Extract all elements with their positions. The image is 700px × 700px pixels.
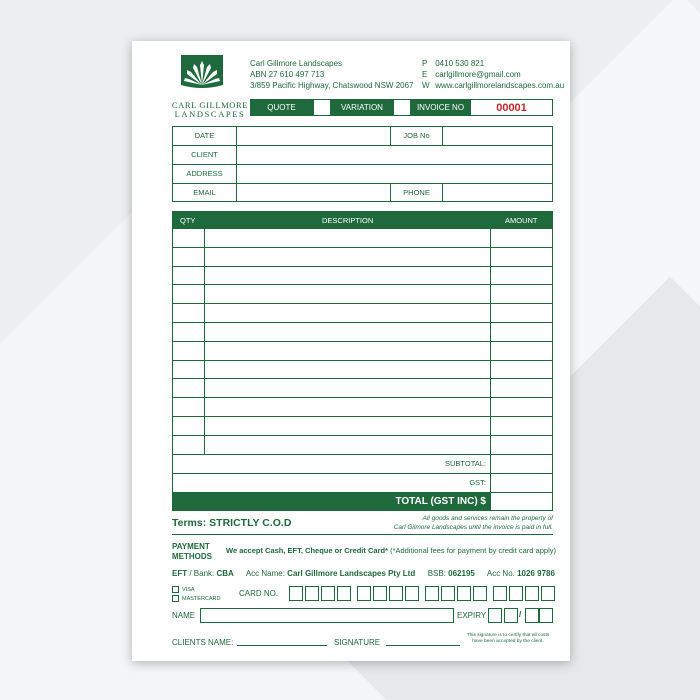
address-field[interactable]: [237, 165, 551, 182]
date-label: DATE: [194, 131, 215, 140]
table-row[interactable]: [173, 342, 552, 361]
visa-checkbox-icon: [172, 586, 179, 593]
card-digit-box[interactable]: [457, 586, 471, 601]
table-row[interactable]: [173, 398, 552, 417]
quote-checkbox[interactable]: [313, 99, 331, 116]
acc-name-label: Acc Name:: [245, 569, 288, 578]
card-digit-box[interactable]: [321, 586, 335, 601]
card-digit-box[interactable]: [389, 586, 403, 601]
email-address: carlgillmore@gmail.com: [435, 70, 521, 79]
mastercard-checkbox-icon: [172, 595, 179, 602]
card-digit-box[interactable]: [373, 586, 387, 601]
company-name: Carl Gillmore Landscapes: [250, 59, 343, 68]
expiry-year-1[interactable]: [525, 608, 539, 623]
card-no-label: CARD NO.: [239, 589, 279, 598]
card-digit-box[interactable]: [541, 586, 555, 601]
payment-accept-text: [226, 546, 556, 555]
acc-name: Carl Gillmore Landscapes Pty Ltd: [287, 569, 416, 578]
card-digit-box[interactable]: [405, 586, 419, 601]
subtotal-field[interactable]: [491, 456, 552, 473]
visa-label: VISA: [182, 586, 195, 593]
website: www.carlgillmorelandscapes.com.au: [435, 81, 565, 90]
expiry-month-2[interactable]: [504, 608, 518, 623]
expiry-year-2[interactable]: [539, 608, 553, 623]
divider: [172, 534, 553, 535]
gst-field[interactable]: [491, 474, 552, 491]
mastercard-label: MASTERCARD: [182, 595, 221, 602]
card-digit-box[interactable]: [493, 586, 507, 601]
gst-label: GST:: [469, 478, 486, 487]
email-key: E: [422, 70, 428, 79]
eft-label: EFT: [172, 569, 188, 578]
table-row[interactable]: [173, 361, 552, 380]
table-row[interactable]: [173, 323, 552, 342]
table-row[interactable]: [173, 436, 552, 455]
expiry-month-1[interactable]: [488, 608, 502, 623]
terms-label: Terms: STRICTLY C.O.D: [172, 517, 292, 529]
expiry-separator: /: [519, 610, 522, 619]
table-row[interactable]: [173, 285, 552, 304]
items-table-body: [172, 229, 553, 455]
fine-print-line1: This signature is to certify that all costs: [466, 633, 550, 638]
invoice-label: INVOICE NO: [411, 99, 470, 116]
contact-details: [422, 58, 564, 91]
name-label: NAME: [172, 611, 196, 620]
phone-label: PHONE: [403, 188, 430, 197]
phone-number: 0410 530 821: [435, 59, 485, 68]
terms-note-line2: Carl Gilmore Landscapes until the invoice is paid in full.: [393, 523, 553, 531]
card-digit-box[interactable]: [441, 586, 455, 601]
date-field[interactable]: [237, 128, 389, 144]
card-digit-box[interactable]: [337, 586, 351, 601]
clients-name-line[interactable]: [237, 645, 327, 646]
acc-number: 1026 9786: [517, 569, 555, 578]
card-digit-box[interactable]: [525, 586, 539, 601]
signature-label: SIGNATURE: [334, 638, 381, 647]
card-digit-box[interactable]: [509, 586, 523, 601]
payment-title-line1: PAYMENT: [172, 542, 210, 551]
variation-label: VARIATION: [331, 99, 393, 116]
address-label: ADDRESS: [186, 169, 223, 178]
card-digit-box[interactable]: [305, 586, 319, 601]
company-details: [250, 58, 414, 91]
bank-details: [172, 569, 555, 578]
qty-header: QTY: [180, 216, 196, 225]
logo-wordmark: CARL GILLMORE: [171, 100, 249, 110]
signature-line[interactable]: [386, 645, 460, 646]
job-no-field[interactable]: [443, 128, 551, 144]
column-divider: [204, 229, 205, 455]
bank-name: CBA: [216, 569, 234, 578]
phone-field[interactable]: [443, 184, 551, 200]
bsb-number: 062195: [448, 569, 475, 578]
company-abn: ABN 27 610 497 713: [250, 70, 325, 79]
payment-methods-title: [172, 542, 212, 562]
bank-label: / Bank:: [187, 569, 217, 578]
items-table-header: [172, 211, 553, 229]
fine-print-line2: have been accepted by the client.: [472, 639, 544, 644]
email-field[interactable]: [237, 184, 389, 200]
expiry-label: EXPIRY: [457, 611, 487, 620]
subtotal-label: SUBTOTAL:: [445, 459, 486, 468]
job-no-label: JOB No: [403, 131, 430, 140]
phone-key: P: [422, 59, 428, 68]
visa-option[interactable]: [172, 586, 195, 593]
email-label: EMAIL: [193, 188, 216, 197]
card-digit-box[interactable]: [425, 586, 439, 601]
web-key: W: [422, 81, 430, 90]
client-field[interactable]: [237, 146, 551, 163]
name-field[interactable]: [200, 608, 454, 623]
table-row[interactable]: [173, 248, 552, 267]
client-label: CLIENT: [191, 150, 218, 159]
table-row[interactable]: [173, 229, 552, 248]
logo-wordmark-sub: LANDSCAPES: [174, 109, 246, 119]
leaf-logo-icon: [181, 55, 223, 97]
company-address: 3/859 Pacific Highway, Chatswood NSW 2067: [250, 81, 414, 90]
amount-header: AMOUNT: [505, 216, 538, 225]
card-digit-box[interactable]: [357, 586, 371, 601]
table-row[interactable]: [173, 304, 552, 323]
terms-note: [367, 515, 553, 532]
acc-no-label: Acc No.: [486, 569, 518, 578]
clients-name-label: CLIENTS NAME:: [172, 638, 234, 647]
payment-title-line2: METHODS: [172, 552, 212, 561]
accepted-methods: We accept Cash, EFT, Cheque or Credit Card*: [226, 546, 388, 555]
table-row[interactable]: [173, 417, 552, 436]
bsb-label: BSB:: [427, 569, 449, 578]
total-label: TOTAL (GST INC) $: [172, 492, 490, 511]
invoice-sheet: [132, 41, 570, 661]
mastercard-option[interactable]: [172, 595, 221, 602]
table-row[interactable]: [173, 379, 552, 398]
card-fee-note: (*Additional fees for payment by credit card apply): [387, 546, 556, 555]
signature-fine-print: [462, 633, 554, 645]
quote-label: QUOTE: [250, 99, 313, 116]
client-info-grid: [172, 126, 553, 202]
invoice-number: 00001: [470, 99, 553, 116]
variation-checkbox[interactable]: [393, 99, 411, 116]
terms-note-line1: All goods and services remain the property of: [422, 515, 553, 522]
column-divider: [490, 229, 491, 455]
card-digit-box[interactable]: [289, 586, 303, 601]
total-field[interactable]: [490, 492, 553, 511]
table-row[interactable]: [173, 267, 552, 286]
card-digit-box[interactable]: [473, 586, 487, 601]
description-header: DESCRIPTION: [322, 216, 374, 225]
